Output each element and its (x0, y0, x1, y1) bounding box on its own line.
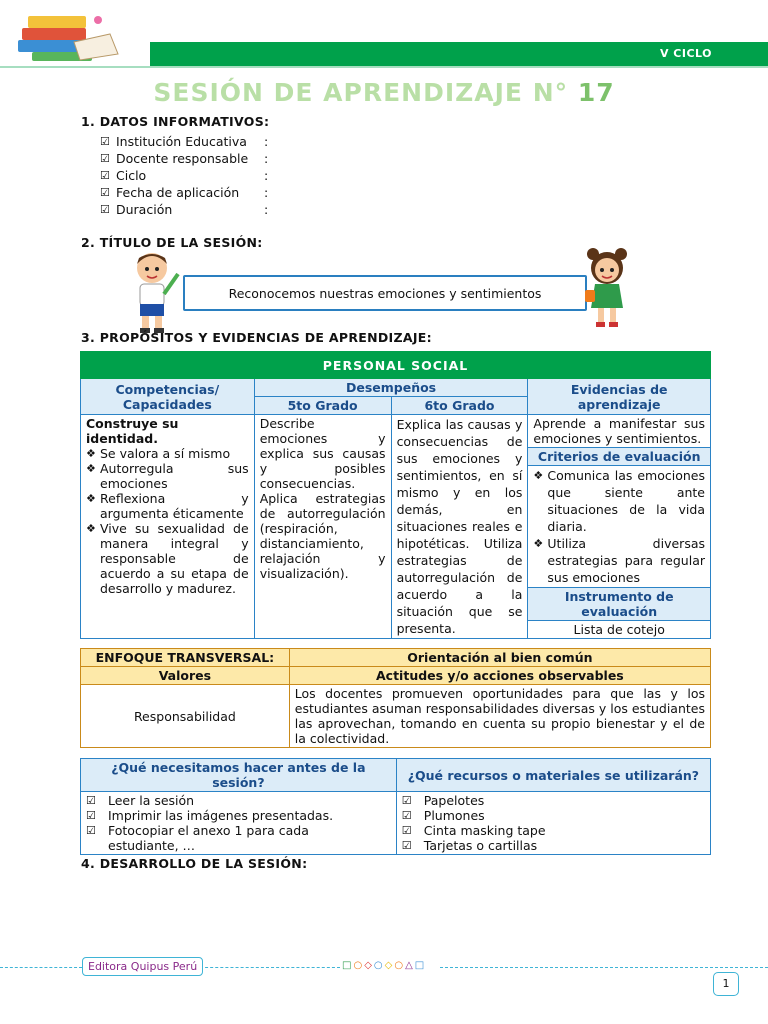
enfoque-row (81, 649, 711, 667)
antes-text: Leer la sesión (108, 793, 195, 808)
section-3-heading: 3. PROPÓSITOS Y EVIDENCIAS DE APRENDIZAJE: (81, 330, 432, 345)
enfoque-table (80, 648, 711, 748)
checkbox-icon: ☑ (401, 839, 412, 852)
list-item (533, 467, 705, 535)
competencia-title: Construye su identidad. (86, 416, 179, 446)
criterio-text: Comunica las emociones que siente ante situaciones de la vida diaria. (547, 468, 705, 534)
section-2-heading: 2. TÍTULO DE LA SESIÓN: (81, 235, 263, 250)
antes-cell (81, 792, 397, 855)
checkbox-icon: ☑ (100, 169, 110, 182)
desempeno-5-cell: Describe emociones y explica sus causas y posibles consecuencias. Aplica estrategias de autorregulación (respiración, distanciamiento, relajación y visualización). (254, 415, 391, 639)
info-row (100, 150, 268, 167)
list-item (86, 793, 391, 808)
criterios-cell (528, 466, 711, 588)
info-label: Docente responsable (116, 151, 249, 166)
editora-label: Editora Quipus Perú (82, 957, 203, 976)
list-item (402, 823, 705, 838)
preparacion-content-row (81, 792, 711, 855)
capacidades-list (86, 446, 249, 596)
section-1-heading: 1. DATOS INFORMATIVOS: (81, 114, 270, 129)
diamond-bullet-icon: ❖ (533, 469, 544, 482)
criterio-text: Utiliza diversas estrategias para regular sus emociones (547, 536, 705, 585)
desempeno-6-cell: Explica las causas y consecuencias de sus emociones y sentimientos, en sí mismo y en los demás, en situaciones reales e hipotéticas. Utiliza estrategias de autorregulación de acuerdo a la situación que se presenta. (391, 415, 528, 639)
ciclo-label: V CICLO (659, 47, 712, 60)
title-text: SESIÓN DE APRENDIZAJE N° (153, 78, 569, 107)
antes-header: ¿Qué necesitamos hacer antes de la sesión? (81, 759, 397, 792)
info-row (100, 167, 268, 184)
diamond-bullet-icon: ❖ (533, 537, 544, 550)
diamond-bullet-icon: ❖ (86, 447, 96, 460)
session-title-box: Reconocemos nuestras emociones y sentimientos (183, 275, 587, 311)
criterios-list (533, 467, 705, 586)
instrumento-cell: Lista de cotejo (528, 621, 711, 639)
grade-6-header: 6to Grado (391, 397, 528, 415)
recurso-text: Papelotes (423, 793, 485, 808)
recursos-cell (396, 792, 710, 855)
enfoque-head-row (81, 667, 711, 685)
footer-dash-left (0, 967, 82, 968)
preparacion-head-row (81, 759, 711, 792)
enfoque-label: ENFOQUE TRANSVERSAL: (81, 649, 290, 667)
checkbox-icon: ☑ (100, 186, 110, 199)
checkbox-icon: ☑ (100, 152, 110, 165)
desempenos-header: Desempeños (254, 379, 528, 397)
decorative-shapes-icon: □○◇○◇○△□ (342, 960, 427, 971)
list-item (86, 491, 249, 521)
page-number: 1 (713, 972, 739, 996)
list-item (86, 521, 249, 596)
info-colon: : (264, 134, 269, 149)
capacidad-text: Se valora a sí mismo (100, 446, 231, 461)
checkbox-icon: ☑ (86, 794, 96, 807)
girl-illustration (583, 246, 633, 330)
enfoque-content-row (81, 685, 711, 748)
checkbox-icon: ☑ (401, 794, 412, 807)
info-colon: : (264, 151, 269, 166)
info-row (100, 201, 268, 218)
diamond-bullet-icon: ❖ (86, 462, 96, 475)
criterios-header: Criterios de evaluación (528, 448, 711, 466)
info-label: Institución Educativa (116, 134, 247, 149)
list-item (402, 838, 705, 853)
checkbox-icon: ☑ (401, 824, 412, 837)
checkbox-icon: ☑ (401, 809, 412, 822)
header-line (0, 66, 768, 68)
diamond-bullet-icon: ❖ (86, 522, 96, 535)
header-row (81, 379, 711, 397)
valor-cell: Responsabilidad (81, 685, 290, 748)
actitudes-header: Actitudes y/o acciones observables (289, 667, 710, 685)
recurso-text: Plumones (423, 808, 485, 823)
instrumento-header: Instrumento de evaluación (528, 588, 711, 621)
checkbox-icon: ☑ (100, 203, 110, 216)
area-header: PERSONAL SOCIAL (81, 352, 711, 379)
checkbox-icon: ☑ (86, 824, 96, 837)
recurso-text: Cinta masking tape (423, 823, 546, 838)
recurso-text: Tarjetas o cartillas (423, 838, 538, 853)
evidencia-cell: Aprende a manifestar sus emociones y sentimientos. (528, 415, 711, 448)
list-item (86, 446, 249, 461)
actitud-cell: Los docentes promueven oportunidades para que las y los estudiantes asuman responsabilidades diversas y los estudiantes las aprovechan, tomando en cuenta su propio bienestar y el de la colectividad. (289, 685, 710, 748)
content-row (81, 415, 711, 448)
recursos-header: ¿Qué recursos o materiales se utilizarán? (396, 759, 710, 792)
info-colon: : (264, 168, 269, 183)
capacidad-text: Autorregula sus emociones (100, 461, 249, 491)
evidencias-header: Evidencias de aprendizaje (528, 379, 711, 415)
competencias-cell (81, 415, 255, 639)
valores-header: Valores (81, 667, 290, 685)
antes-text: Imprimir las imágenes presentadas. (108, 808, 334, 823)
list-item (533, 535, 705, 586)
boy-illustration (128, 248, 180, 336)
antes-text: Fotocopiar el anexo 1 para cada estudiante, … (108, 823, 309, 853)
datos-informativos (100, 133, 268, 218)
info-label: Ciclo (116, 168, 147, 183)
books-illustration (14, 12, 122, 64)
preparacion-table (80, 758, 711, 855)
grade-5-header: 5to Grado (254, 397, 391, 415)
list-item (86, 808, 391, 823)
checkbox-icon: ☑ (100, 135, 110, 148)
list-item (402, 793, 705, 808)
info-colon: : (264, 185, 269, 200)
capacidad-text: Reflexiona y argumenta éticamente (100, 491, 249, 521)
info-row (100, 133, 268, 150)
footer-dash-right (440, 967, 768, 968)
propositos-table (80, 351, 711, 639)
area-row (81, 352, 711, 379)
diamond-bullet-icon: ❖ (86, 492, 96, 505)
enfoque-value: Orientación al bien común (289, 649, 710, 667)
competencias-header: Competencias/ Capacidades (81, 379, 255, 415)
list-item (86, 461, 249, 491)
info-label: Fecha de aplicación (116, 185, 240, 200)
footer-dash-mid (200, 967, 340, 968)
info-colon: : (264, 202, 269, 217)
capacidad-text: Vive su sexualidad de manera integral y responsable de acuerdo a su etapa de desarrollo y madurez. (100, 521, 249, 596)
checkbox-icon: ☑ (86, 809, 96, 822)
list-item (402, 808, 705, 823)
page-title (0, 78, 768, 107)
section-4-heading: 4. DESARROLLO DE LA SESIÓN: (81, 856, 308, 871)
title-number: 17 (577, 78, 615, 107)
list-item (86, 823, 391, 853)
info-row (100, 184, 268, 201)
info-label: Duración (116, 202, 173, 217)
